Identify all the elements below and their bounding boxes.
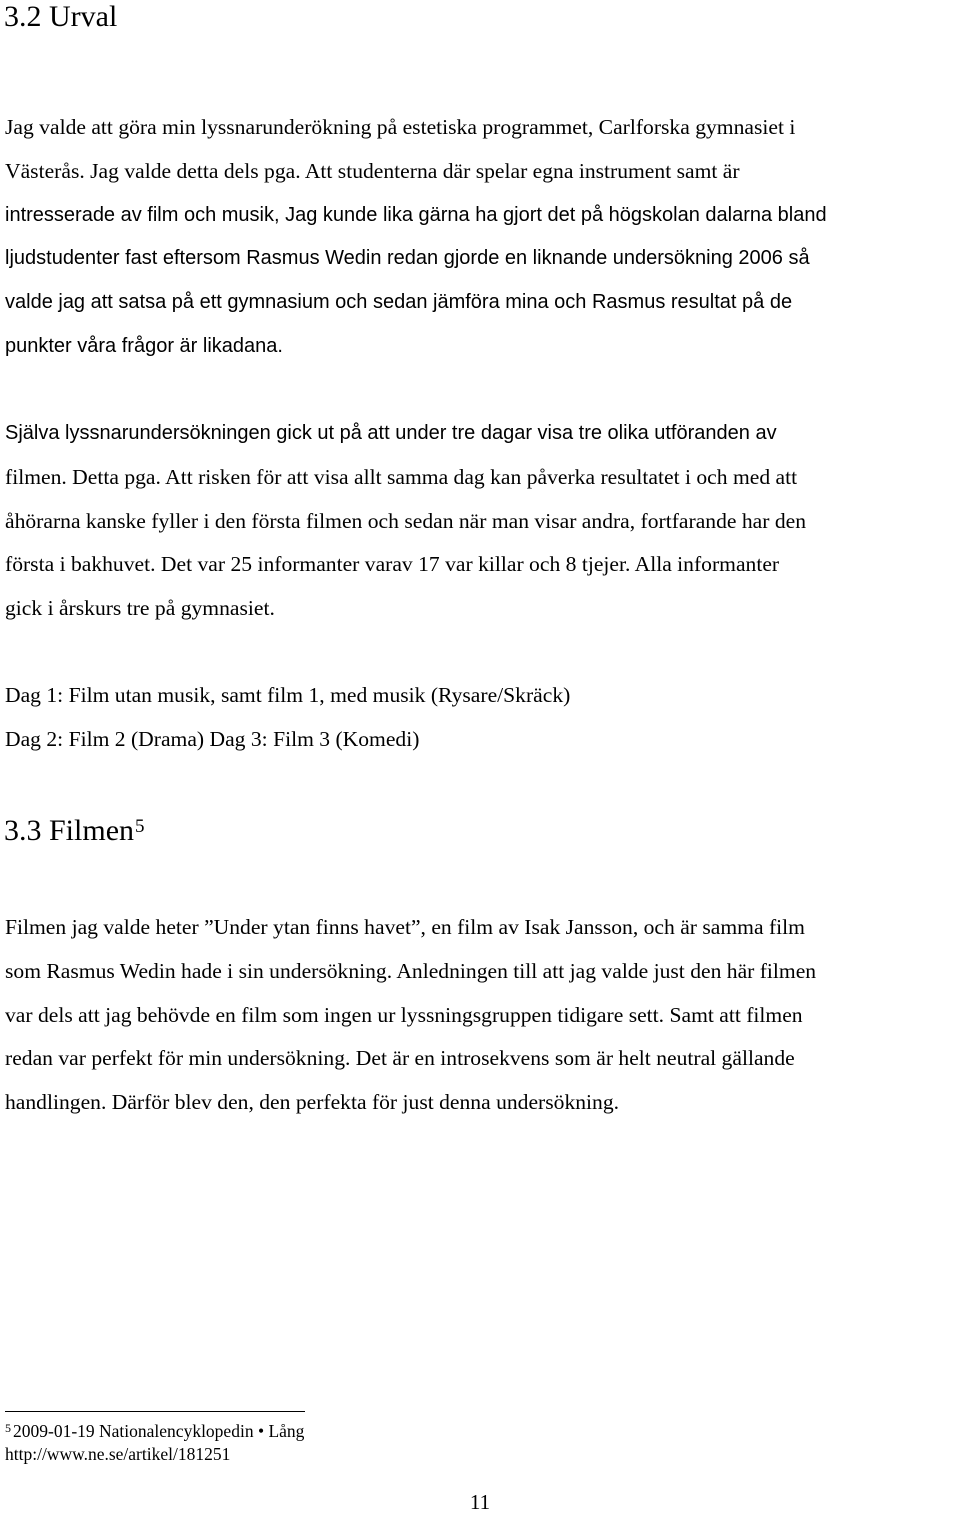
text-line: gick i årskurs tre på gymnasiet. — [5, 596, 275, 621]
paragraph-urval-schedule — [5, 674, 955, 762]
paragraph-urval-method — [5, 412, 955, 631]
footnote-url: http://www.ne.se/artikel/181251 — [5, 1444, 231, 1464]
text-line: Jag valde att göra min lyssnarunderökning på estetiska programmet, Carlforska gymnasiet i — [5, 115, 796, 139]
text-line: filmen. Detta pga. Att risken för att visa allt samma dag kan påverka resultatet i och med att — [5, 464, 798, 489]
text-line: som Rasmus Wedin hade i sin undersökning. Anledningen till att jag valde just den här filmen — [5, 958, 817, 983]
text-line: Själva lyssnarundersökningen gick ut på att under tre dagar visa tre olika utföranden av — [5, 422, 777, 444]
footnote — [5, 1420, 304, 1466]
text-line: Filmen jag valde heter ”Under ytan finns havet”, en film av Isak Jansson, och är samma film — [5, 915, 805, 939]
page-number: 11 — [469, 1490, 491, 1514]
footnote-number: 5 — [5, 1421, 11, 1435]
paragraph-urval-intro — [5, 106, 955, 369]
section-heading-filmen-text: 3.3 Filmen — [4, 814, 135, 847]
paragraph-filmen — [5, 906, 955, 1125]
section-heading-filmen — [4, 814, 145, 848]
text-line: var dels att jag behövde en film som ingen ur lyssningsgruppen tidigare sett. Samt att filmen — [5, 1002, 803, 1027]
text-line: valde jag att satsa på ett gymnasium och sedan jämföra mina och Rasmus resultat på de — [5, 291, 793, 314]
section-heading-urval: 3.2 Urval — [4, 0, 118, 33]
footnote-line — [5, 1420, 304, 1443]
text-line: Västerås. Jag valde detta dels pga. Att studenterna där spelar egna instrument samt är — [5, 158, 740, 183]
text-line: första i bakhuvet. Det var 25 informanter varav 17 var killar och 8 tjejer. Alla informanter — [5, 552, 780, 577]
text-line: punkter våra frågor är likadana. — [5, 334, 283, 357]
text-line: redan var perfekt för min undersökning. Det är en introsekvens som är helt neutral gällande — [5, 1046, 795, 1071]
text-line: Dag 2: Film 2 (Drama) Dag 3: Film 3 (Komedi) — [5, 726, 420, 751]
text-line: handlingen. Därför blev den, den perfekta för just denna undersökning. — [5, 1090, 620, 1115]
footnote-source: 2009-01-19 Nationalencyklopedin • Lång — [13, 1421, 305, 1441]
footnote-reference: 5 — [135, 816, 145, 837]
text-line: åhörarna kanske fyller i den första filmen och sedan när man visar andra, fortfarande har den — [5, 508, 807, 533]
text-line: intresserade av film och musik, Jag kunde lika gärna ha gjort det på högskolan dalarna bland — [5, 203, 827, 226]
footnote-separator — [5, 1411, 305, 1412]
text-line: ljudstudenter fast eftersom Rasmus Wedin redan gjorde en liknande undersökning 2006 så — [5, 247, 810, 270]
text-line: Dag 1: Film utan musik, samt film 1, med musik (Rysare/Skräck) — [5, 683, 571, 707]
